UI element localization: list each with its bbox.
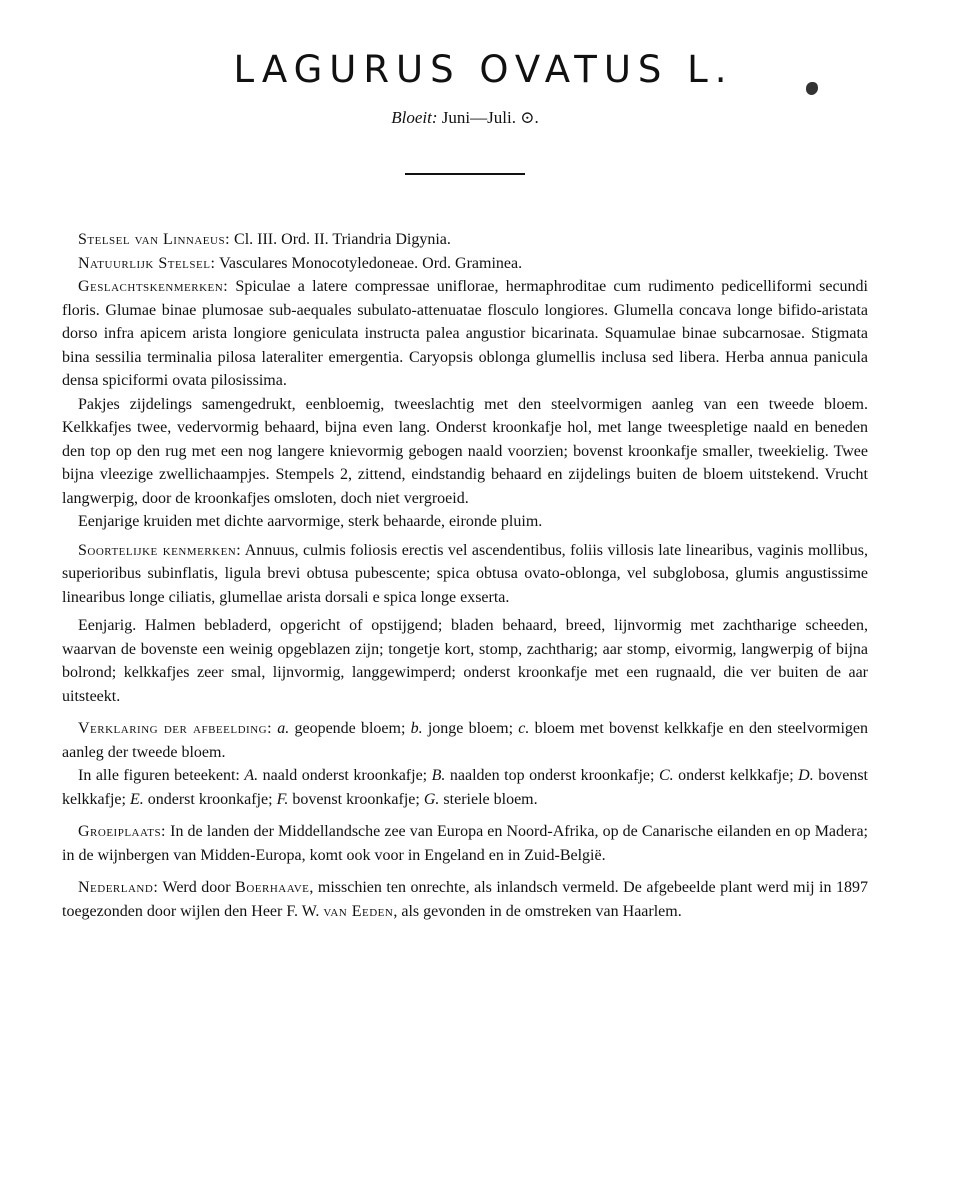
paragraph-genus-characters	[62, 275, 868, 393]
figure-letter: A.	[244, 767, 259, 784]
figure-letter: a.	[277, 720, 290, 737]
paragraph-text: Spiculae a latere compressae uniflorae, hermaphroditae cum rudimento pedicelliformi secundi floris. Glumae binae plumosae sub-aequales subulato-attenuatae flosculo longiores. Glumella concava longe bifido-aristata dorso infra apicem arista longiore geniculata instructa palea angustior bicarinata. Squamulae binae subcarnosae. Stigmata bina sessilia terminalia pilosa lateraliter emergentia. Caryopsis oblonga glumellis inclusa sed libera. Herba annua panicula densa spiciformi ovata pilosissima.	[62, 278, 868, 389]
flowering-line	[0, 107, 930, 129]
paragraph-text: Vasculares Monocotyledoneae. Ord. Graminea.	[215, 254, 523, 272]
paragraph-text: jonge bloem;	[422, 720, 519, 737]
section-label: Stelsel van Linnaeus:	[78, 231, 231, 248]
figure-letter: F.	[276, 790, 289, 808]
paragraph-text: naald onderst kroonkafje;	[258, 767, 432, 784]
paragraph-text: In alle figuren beteekent:	[78, 767, 245, 784]
paragraph-text: bovenst kelkkafje;	[62, 767, 869, 808]
paragraph-figure-legend	[62, 764, 868, 811]
paragraph-figure-explanation	[62, 717, 868, 764]
section-label: Nederland:	[78, 879, 159, 896]
flowering-value: Juni—Juli. ⊙.	[441, 108, 539, 127]
paragraph-netherlands	[62, 876, 868, 923]
section-label: Geslachtskenmerken:	[78, 278, 229, 295]
figure-letter: C.	[658, 767, 674, 784]
figure-letter: E.	[129, 790, 144, 808]
paragraph-text: Cl. III. Ord. II. Triandria Digynia.	[230, 231, 451, 248]
person-name: Eeden	[347, 902, 394, 920]
paragraph-text: bloem met bovenst kelkkafje en den steelvormigen aanleg der tweede bloem.	[62, 720, 869, 761]
paragraph-genus-dutch: Pakjes zijdelings samengedrukt, eenbloemig, tweeslachtig met den steelvormigen aanleg van een tweede bloem. Kelkkafjes twee, vedervormig behaard, bijna even lang. Onderst kroonkafje hol, met lange tweespletige naald en beneden den top op den rug met een nog langere knievormig gebogen naald voorzien; bovenst kroonkafje smaller, tweekielig. Twee bijna vleezige zwellichaampjes. Stempels 2, zittend, eindstandig behaard en zijdelings buiten de bloem uitstekend. Vrucht langwerpig, door de kroonkafjes omsloten, doch niet vergroeid.	[62, 395, 868, 507]
paragraph-text: Annuus, culmis foliosis erectis vel ascendentibus, foliis villosis late linearibus, vaginis mollibus, superioribus subinflatis, ligula brevi obtusa pubescente; spica obtusa ovato-oblonga, vel subglobosa, glumis angustissime linearibus longe ciliatis, glumellae arista dorsali e spica longe exserta.	[62, 541, 868, 606]
paragraph-text: , misschien ten onrechte, als inlandsch vermeld. De afgebeelde plant werd mij in 1897 toegezonden door wijlen den Heer F. W.	[62, 879, 868, 920]
title-divider	[405, 173, 525, 175]
figure-letter: D.	[798, 767, 814, 784]
paragraph-text: onderst kroonkafje;	[143, 790, 277, 808]
section-label: Verklaring der afbeelding:	[78, 720, 273, 737]
paragraph-natural-system	[62, 252, 868, 276]
section-label: Groeiplaats:	[78, 823, 167, 840]
paragraph-habitat	[62, 820, 868, 867]
figure-letter: b.	[410, 720, 423, 737]
section-label: Natuurlijk Stelsel:	[78, 254, 216, 272]
person-name: Boerhaave	[235, 879, 310, 896]
article-body	[62, 228, 868, 923]
paragraph-text: , als gevonden in de omstreken van Haarlem.	[393, 902, 682, 920]
paragraph-text: onderst kelkkafje;	[673, 767, 799, 784]
paragraph-species-dutch: Eenjarig. Halmen bebladerd, opgericht of opstijgend; bladen behaard, breed, lijnvormig met zachtharige scheeden, waarvan de bovenste een weinig opgeblazen zijn; tongetje kort, stomp, zachtharig; aar stomp, eivormig, langwerpig of bijna bolrond; kelkkafjes zeer smal, lijnvormig, langgewimperd; onderst kroonkafje met een rugnaald, die ver buiten de aar uitsteekt.	[62, 617, 868, 705]
paragraph-text: In de landen der Middellandsche zee van Europa en Noord-Afrika, op de Canarische eilanden en op Madera; in de wijnbergen van Midden-Europa, komt ook voor in Engeland en in Zuid-België.	[62, 823, 868, 864]
paragraph-text: geopende bloem;	[289, 720, 411, 737]
paragraph-text: steriele bloem.	[439, 790, 538, 808]
paragraph-text: naalden top onderst kroonkafje;	[445, 767, 659, 784]
figure-letter: c.	[518, 720, 530, 737]
figure-letter: B.	[431, 767, 446, 784]
paragraph-annual-herbs: Eenjarige kruiden met dichte aarvormige, sterk behaarde, eironde pluim.	[78, 513, 543, 530]
paragraph-linnaeus	[62, 228, 868, 252]
paragraph-text: Werd door	[158, 879, 236, 896]
person-name-particle: van	[323, 902, 348, 920]
page-title: LAGURUS OVATUS L.	[233, 48, 734, 91]
section-label: Soortelijke kenmerken:	[78, 541, 242, 559]
figure-letter: G.	[423, 790, 440, 808]
flowering-label: Bloeit:	[391, 108, 438, 127]
paragraph-species-characters	[62, 539, 868, 610]
paragraph-text: bovenst kroonkafje;	[288, 790, 424, 808]
